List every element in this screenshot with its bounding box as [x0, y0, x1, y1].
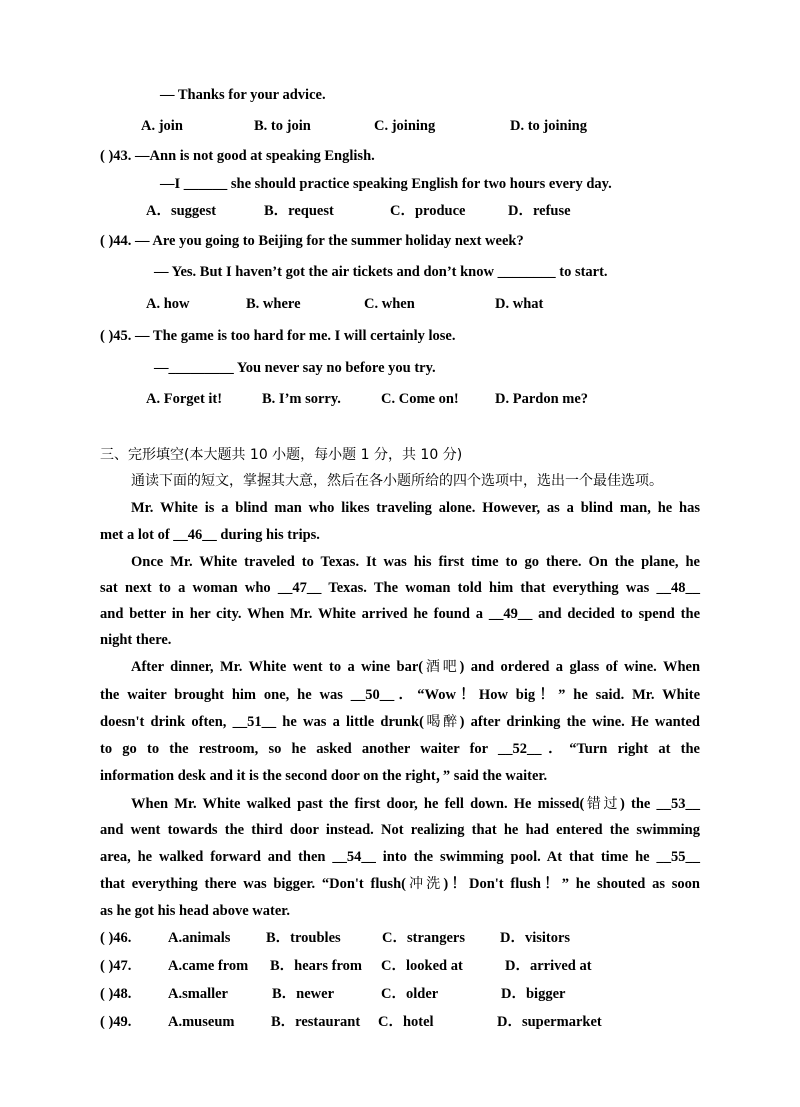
passage-text: during his trips.: [216, 527, 320, 543]
passage-text: that everything there was bigger. “Don't flush(: [100, 876, 406, 892]
passage-p4-line2: and went towards the third door instead. Not realizing that he had entered the swimming: [100, 822, 700, 838]
q43-option-c: C．produce: [390, 203, 466, 219]
section-heading: 三、完形填空(本大题共 10 小题，每小题 1 分，共 10 分): [100, 447, 463, 463]
passage-text: ．“Turn right at the: [541, 741, 700, 757]
blank-49: __49__: [488, 606, 533, 622]
q45-option-c: C. Come on!: [381, 391, 459, 407]
passage-cn-gloss: 冲洗: [405, 876, 444, 892]
q42-option-a: A. join: [141, 118, 183, 134]
passage-p3-line3: [100, 713, 700, 731]
blank-52: __52__: [498, 741, 542, 757]
passage-text: sat next to a woman who: [100, 580, 278, 596]
q44-option-c: C. when: [364, 296, 415, 312]
passage-cn-gloss: 酒吧: [423, 659, 460, 675]
section-instruction: 通读下面的短文，掌握其大意，然后在各小题所给的四个选项中，选出一个最佳选项。: [131, 473, 663, 489]
answer-47-option-a: A.came from: [168, 958, 249, 974]
passage-text: and better in her city. When Mr. White arrived he found a: [100, 606, 489, 622]
q44-reply: [154, 263, 608, 281]
answer-46-number: ( )46.: [100, 930, 132, 946]
answer-46-option-a: A.animals: [168, 930, 231, 946]
passage-text: to go to the restroom, so he asked another waiter for: [100, 741, 499, 757]
answer-49-option-b: B．restaurant: [271, 1014, 361, 1030]
passage-text: ．“Wow！How big！” he said. Mr. White: [394, 687, 701, 703]
q44-reply-start: — Yes. But I haven’t got the air tickets and don’t know: [154, 264, 498, 280]
q42-option-b: B. to join: [254, 118, 311, 134]
passage-text: ) after drinking the wine. He wanted: [459, 714, 700, 730]
answer-48-option-a: A.smaller: [168, 986, 228, 1002]
answer-46-option-c: C．strangers: [382, 930, 465, 946]
answer-48-option-b: B．newer: [272, 986, 335, 1002]
q43-reply-start: —I: [160, 176, 184, 192]
passage-p4-line3: [100, 848, 700, 866]
passage-text: and decided to spend the: [532, 606, 700, 622]
passage-p4-line1: [131, 795, 700, 813]
answer-47-option-c: C．looked at: [381, 958, 463, 974]
passage-text: ) and ordered a glass of wine. When: [459, 659, 701, 675]
q45-blank: _________: [168, 360, 234, 376]
q42-option-c: C. joining: [374, 118, 436, 134]
q45-reply-start: —: [154, 360, 169, 376]
passage-text: he was a little drunk(: [276, 714, 424, 730]
blank-54: __54__: [332, 849, 376, 865]
blank-50: __50__: [350, 687, 395, 703]
passage-p3-line5: information desk and it is the second door on the right，” said the waiter.: [100, 768, 548, 784]
passage-p2-line1: Once Mr. White traveled to Texas. It was his first time to go there. On the plane, he: [131, 554, 700, 570]
answer-46-option-d: D．visitors: [500, 930, 571, 946]
q44-option-a: A. how: [146, 296, 190, 312]
answer-49-option-d: D．supermarket: [497, 1014, 602, 1030]
passage-text: ) the: [620, 796, 657, 812]
answer-47-number: ( )47.: [100, 958, 132, 974]
answer-48-option-d: D．bigger: [501, 986, 566, 1002]
q44-option-b: B. where: [246, 296, 301, 312]
q44-reply-end: to start.: [555, 264, 608, 280]
q44-blank: ________: [497, 264, 556, 280]
q43-option-d: D．refuse: [508, 203, 571, 219]
passage-text: When Mr. White walked past the first door, he fell down. He missed(: [131, 796, 585, 812]
q44-option-d: D. what: [495, 296, 544, 312]
passage-text: into the swimming pool. At that time he: [375, 849, 657, 865]
passage-text: doesn't drink often,: [100, 714, 233, 730]
q45-reply: [154, 359, 436, 377]
answer-49-number: ( )49.: [100, 1014, 132, 1030]
q43-stem: ( )43. —Ann is not good at speaking English.: [100, 148, 375, 164]
q45-option-a: A. Forget it!: [146, 391, 223, 407]
passage-cn-gloss: 错过: [584, 796, 620, 812]
q45-option-b: B. I’m sorry.: [262, 391, 341, 407]
passage-text: )！Don't flush！” he shouted as soon: [443, 876, 700, 892]
passage-p3-line4: [100, 740, 700, 758]
blank-51: __51__: [232, 714, 277, 730]
blank-46: __46__: [173, 527, 217, 543]
passage-p1-line1: Mr. White is a blind man who likes traveling alone. However, as a blind man, he has: [131, 500, 700, 516]
q45-option-d: D. Pardon me?: [495, 391, 589, 407]
answer-47-option-d: D．arrived at: [505, 958, 592, 974]
q45-stem: ( )45. — The game is too hard for me. I will certainly lose.: [100, 328, 456, 344]
answer-46-option-b: B．troubles: [266, 930, 341, 946]
answer-47-option-b: B．hears from: [270, 958, 362, 974]
blank-47: __47__: [277, 580, 322, 596]
passage-text: area, he walked forward and then: [100, 849, 333, 865]
passage-p3-line2: [100, 686, 700, 704]
answer-48-option-c: C．older: [381, 986, 439, 1002]
passage-p4-line5: as he got his head above water.: [100, 903, 290, 919]
passage-p1-line2: [100, 526, 320, 544]
passage-text: After dinner, Mr. White went to a wine bar(: [131, 659, 424, 675]
passage-p4-line4: [100, 875, 700, 893]
answer-49-option-c: C．hotel: [378, 1014, 434, 1030]
passage-text: the waiter brought him one, he was: [100, 687, 351, 703]
blank-48: __48__: [656, 580, 700, 596]
q43-blank: ______: [183, 176, 228, 192]
q43-reply: [160, 175, 612, 193]
q45-reply-end: You never say no before you try.: [233, 360, 436, 376]
passage-p2-line3: [100, 605, 700, 623]
q43-reply-end: she should practice speaking English for two hours every day.: [227, 176, 612, 192]
answer-48-number: ( )48.: [100, 986, 132, 1002]
passage-cn-gloss: 喝醉: [423, 714, 460, 730]
q43-option-a: A．suggest: [146, 203, 217, 219]
blank-53: __53__: [656, 796, 700, 812]
q42-option-d: D. to joining: [510, 118, 587, 134]
q42-reply: — Thanks for your advice.: [160, 87, 326, 103]
q44-stem: ( )44. — Are you going to Beijing for the summer holiday next week?: [100, 233, 524, 249]
passage-p2-line4: night there.: [100, 632, 172, 648]
q43-option-b: B．request: [264, 203, 334, 219]
blank-55: __55__: [656, 849, 700, 865]
passage-p2-line2: [100, 579, 700, 597]
passage-text: Texas. The woman told him that everything was: [321, 580, 657, 596]
passage-p3-line1: [131, 658, 700, 676]
answer-49-option-a: A.museum: [168, 1014, 235, 1030]
passage-text: met a lot of: [100, 527, 174, 543]
